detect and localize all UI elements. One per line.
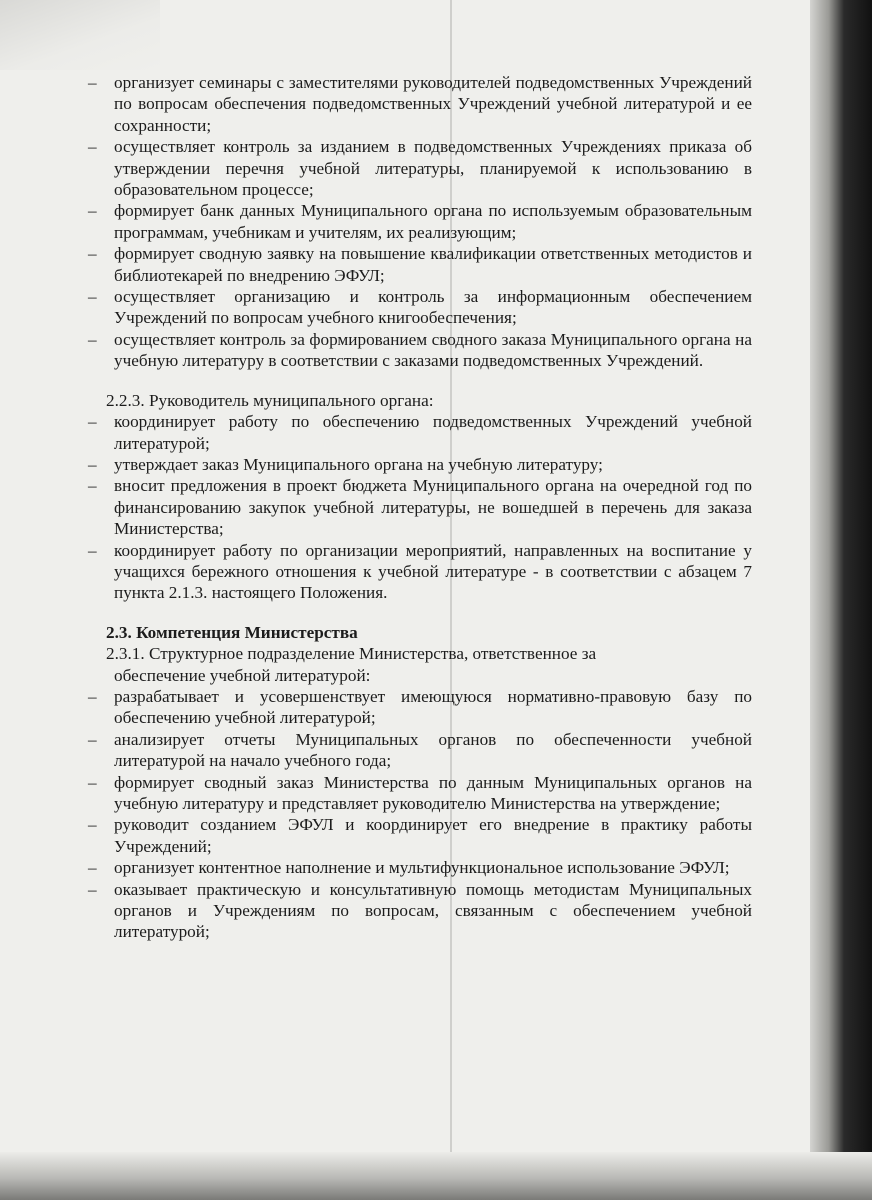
dash-marker: – bbox=[88, 329, 97, 349]
list-item-text: осуществляет контроль за формированием сводного заказа Муниципального органа на учебную литературу в соответствии с заказами подведомственных Учреждений. bbox=[114, 329, 752, 371]
dash-marker: – bbox=[88, 137, 97, 157]
list-item bbox=[88, 772, 752, 815]
dash-marker: – bbox=[88, 244, 97, 264]
list-item bbox=[88, 686, 752, 729]
dash-marker: – bbox=[88, 729, 97, 749]
spacer bbox=[88, 604, 752, 622]
list-item bbox=[88, 475, 752, 539]
list-item-text: вносит предложения в проект бюджета Муниципального органа на очередной год по финансированию закупок учебной литературы, не вошедшей в перечень для заказа Министерства; bbox=[114, 476, 752, 539]
list-item-text: руководит созданием ЭФУЛ и координирует его внедрение в практику работы Учреждений; bbox=[114, 815, 752, 856]
list-item-text: формирует сводную заявку на повышение квалификации ответственных методистов и библиотекарей по внедрению ЭФУЛ; bbox=[114, 244, 752, 285]
dash-marker: – bbox=[88, 476, 97, 496]
list-item bbox=[88, 540, 752, 604]
list-item-text: утверждает заказ Муниципального органа на учебную литературу; bbox=[114, 454, 603, 474]
list-item-text: осуществляет контроль за изданием в подведомственных Учреждениях приказа об утверждении перечня учебной литературы, планируемой к использованию в образовательном процессе; bbox=[114, 137, 752, 200]
list-item bbox=[88, 200, 752, 243]
list-item-text: оказывает практическую и консультативную помощь методистам Муниципальных органов и Учреждениям по вопросам, связанным с обеспечением учебной литературой; bbox=[114, 879, 752, 942]
section-2-3-1-line2: обеспечение учебной литературой: bbox=[114, 665, 371, 685]
dash-marker: – bbox=[88, 287, 97, 307]
scan-edge-bottom bbox=[0, 1152, 872, 1200]
dash-marker: – bbox=[88, 540, 97, 560]
dash-marker: – bbox=[88, 73, 97, 92]
document-body bbox=[88, 72, 752, 943]
list-item-text: формирует банк данных Муниципального органа по используемым образовательным программам, учебникам и учителям, их реализующим; bbox=[114, 201, 752, 242]
list-item bbox=[88, 243, 752, 286]
list-item-text: осуществляет организацию и контроль за информационным обеспечением Учреждений по вопросам учебного книгообеспечения; bbox=[114, 287, 752, 328]
spacer bbox=[88, 372, 752, 390]
section-2-3-1-line1: 2.3.1. Структурное подразделение Министерства, ответственное за bbox=[106, 644, 597, 664]
list-item-text: формирует сводный заказ Министерства по данным Муниципальных органов на учебную литературу и представляет руководителю Министерства на утверждение; bbox=[114, 772, 752, 813]
list-item bbox=[88, 814, 752, 857]
list-item-text: организует контентное наполнение и мультифункциональное использование ЭФУЛ; bbox=[114, 858, 730, 878]
list-item-text: анализирует отчеты Муниципальных органов по обеспеченности учебной литературой на начало учебного года; bbox=[114, 729, 752, 771]
list-item bbox=[88, 857, 752, 878]
dash-marker: – bbox=[88, 772, 97, 792]
scan-shadow-top-left bbox=[0, 0, 160, 70]
list-item-text: координирует работу по организации мероприятий, направленных на воспитание у учащихся бережного отношения к учебной литературе - в соответствии с абзацем 7 пункта 2.1.3. настоящего Положения. bbox=[114, 540, 752, 603]
list-item-text: координирует работу по обеспечению подведомственных Учреждений учебной литературой; bbox=[114, 412, 752, 453]
list-item-text: организует семинары с заместителями руководителей подведомственных Учреждений по вопросам обеспечения подведомственных Учреждений учебной литературой и ее сохранности; bbox=[114, 73, 752, 135]
dash-marker: – bbox=[88, 858, 97, 878]
list-item bbox=[88, 72, 752, 136]
scan-edge-right bbox=[810, 0, 872, 1200]
list-item bbox=[88, 286, 752, 329]
list-item bbox=[88, 729, 752, 772]
dash-marker: – bbox=[88, 686, 97, 706]
list-item-text: разрабатывает и усовершенствует имеющуюся нормативно-правовую базу по обеспечению учебной литературой; bbox=[114, 686, 752, 728]
dash-marker: – bbox=[88, 412, 97, 432]
list-item bbox=[88, 879, 752, 943]
list-item bbox=[88, 454, 752, 475]
dash-marker: – bbox=[88, 201, 97, 221]
section-2-3-heading: 2.3. Компетенция Министерства bbox=[106, 622, 358, 642]
dash-marker: – bbox=[88, 454, 97, 474]
list-item bbox=[88, 411, 752, 454]
dash-marker: – bbox=[88, 879, 97, 899]
list-item bbox=[88, 136, 752, 200]
dash-marker: – bbox=[88, 815, 97, 835]
list-item bbox=[88, 329, 752, 372]
section-2-2-3-title: 2.2.3. Руководитель муниципального органа: bbox=[106, 390, 434, 410]
